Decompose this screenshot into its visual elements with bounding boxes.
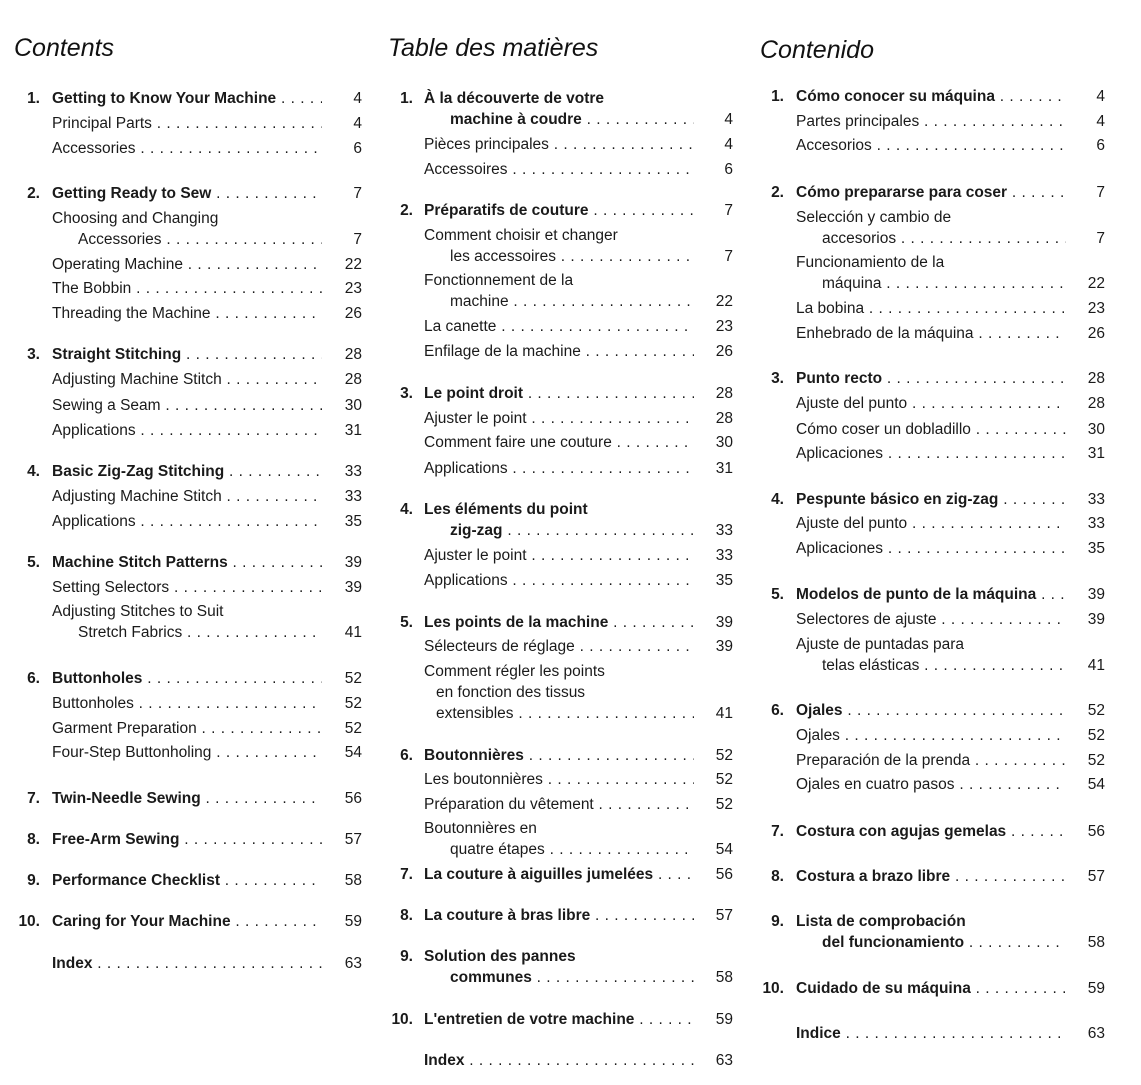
entry-title-line: Costura con agujas gemelas . . . bbox=[796, 821, 1066, 842]
page-number: 33 bbox=[344, 488, 362, 505]
dot-leader bbox=[183, 256, 322, 273]
entry-title-line: machine . . . bbox=[450, 291, 694, 312]
entry-title-line: Les boutonnières . . . bbox=[424, 769, 694, 790]
dot-leader bbox=[881, 275, 1066, 292]
dot-leader bbox=[162, 231, 322, 248]
page-number: 35 bbox=[1087, 540, 1105, 557]
entry-title-line: les accessoires . . . bbox=[450, 246, 694, 267]
entry-title-line: telas elásticas . . . bbox=[822, 655, 1066, 676]
dot-leader bbox=[508, 460, 694, 477]
page-number: 39 bbox=[344, 579, 362, 596]
page-number: 23 bbox=[715, 318, 733, 335]
entry-title-line: extensibles . . . bbox=[436, 703, 694, 724]
entry-title-line: Pespunte básico en zig-zag . . . bbox=[796, 489, 1066, 510]
section-number: 9. bbox=[400, 948, 413, 965]
dot-leader bbox=[92, 955, 322, 972]
entry-title-line: Accesorios . . . bbox=[796, 135, 1066, 156]
section-number: 8. bbox=[771, 868, 784, 885]
entry-title-line: La couture à aiguilles jumelées . . . bbox=[424, 864, 694, 885]
entry-title-line: Ojales . . . bbox=[796, 725, 1066, 746]
dot-leader bbox=[841, 1025, 1066, 1042]
page-number: 26 bbox=[715, 343, 733, 360]
page-number: 39 bbox=[344, 554, 362, 571]
page-number: 57 bbox=[715, 907, 733, 924]
entry-title-line: Enhebrado de la máquina . . . bbox=[796, 323, 1066, 344]
entry-title-line: Enfilage de la machine . . . bbox=[424, 341, 694, 362]
entry-title-line: Les points de la machine . . . bbox=[424, 612, 694, 633]
entry-title-line: Adjusting Stitches to Suit bbox=[52, 603, 224, 620]
entry-title-line: Ojales en cuatro pasos . . . bbox=[796, 774, 1066, 795]
entry-title-line: Sélecteurs de réglage . . . bbox=[424, 636, 694, 657]
dot-leader bbox=[919, 113, 1066, 130]
page-number: 7 bbox=[353, 231, 362, 248]
entry-title-line: Comment faire une couture . . . bbox=[424, 432, 694, 453]
page-number: 57 bbox=[1087, 868, 1105, 885]
entry-title-line: Buttonholes . . . bbox=[52, 668, 322, 689]
page-number: 58 bbox=[344, 872, 362, 889]
entry-title-line: Garment Preparation . . . bbox=[52, 718, 322, 739]
page-number: 33 bbox=[1087, 515, 1105, 532]
page-number: 22 bbox=[715, 293, 733, 310]
entry-title-line: Ojales . . . bbox=[796, 700, 1066, 721]
dot-leader bbox=[134, 695, 322, 712]
entry-title-line: Ajuster le point . . . bbox=[424, 408, 694, 429]
page-number: 4 bbox=[1096, 113, 1105, 130]
entry-title-line: Free-Arm Sewing . . . bbox=[52, 829, 322, 850]
dot-leader bbox=[864, 300, 1066, 317]
page-number: 54 bbox=[715, 841, 733, 858]
page-number: 56 bbox=[344, 790, 362, 807]
dot-leader bbox=[211, 305, 322, 322]
entry-title-line: Modelos de punto de la máquina . . . bbox=[796, 584, 1066, 605]
entry-title-line: Applications . . . bbox=[424, 458, 694, 479]
dot-leader bbox=[995, 88, 1066, 105]
entry-title-line: Ajuster le point . . . bbox=[424, 545, 694, 566]
entry-title-line: Adjusting Machine Stitch . . . bbox=[52, 369, 322, 390]
dot-leader bbox=[590, 907, 694, 924]
entry-title-line: Applications . . . bbox=[424, 570, 694, 591]
dot-leader bbox=[142, 670, 322, 687]
entry-title-line: Cómo coser un dobladillo . . . bbox=[796, 419, 1066, 440]
dot-leader bbox=[582, 111, 694, 128]
page-number: 56 bbox=[1087, 823, 1105, 840]
dot-leader bbox=[228, 554, 322, 571]
page-number: 52 bbox=[344, 670, 362, 687]
dot-leader bbox=[883, 445, 1066, 462]
page-number: 33 bbox=[715, 547, 733, 564]
entry-title-line: L'entretien de votre machine . . . bbox=[424, 1009, 694, 1030]
entry-title-line: Aplicaciones . . . bbox=[796, 538, 1066, 559]
entry-title-line: Index . . . bbox=[424, 1050, 694, 1071]
section-number: 2. bbox=[27, 185, 40, 202]
page-number: 52 bbox=[344, 720, 362, 737]
page-number: 35 bbox=[715, 572, 733, 589]
entry-title-line: Accessories . . . bbox=[78, 229, 322, 250]
entry-title-line: Le point droit . . . bbox=[424, 383, 694, 404]
page-number: 22 bbox=[344, 256, 362, 273]
dot-leader bbox=[524, 747, 694, 764]
page-number: 28 bbox=[715, 385, 733, 402]
entry-title-line: Ajuste del punto . . . bbox=[796, 513, 1066, 534]
page-number: 4 bbox=[724, 111, 733, 128]
dot-leader bbox=[527, 410, 694, 427]
dot-leader bbox=[612, 434, 694, 451]
entry-title-line: Accessoires . . . bbox=[424, 159, 694, 180]
dot-leader bbox=[152, 115, 322, 132]
entry-title-line: Partes principales . . . bbox=[796, 111, 1066, 132]
dot-leader bbox=[276, 90, 322, 107]
page-number: 7 bbox=[1096, 184, 1105, 201]
entry-title-line: Ajuste del punto . . . bbox=[796, 393, 1066, 414]
page-number: 52 bbox=[1087, 702, 1105, 719]
dot-leader bbox=[970, 752, 1066, 769]
entry-title-line: Solution des pannes bbox=[424, 948, 576, 965]
entry-title-line: La canette . . . bbox=[424, 316, 694, 337]
dot-leader bbox=[1007, 184, 1066, 201]
entry-title-line: Aplicaciones . . . bbox=[796, 443, 1066, 464]
page-number: 4 bbox=[353, 90, 362, 107]
dot-leader bbox=[882, 370, 1066, 387]
page-number: 4 bbox=[724, 136, 733, 153]
dot-leader bbox=[464, 1052, 694, 1069]
dot-leader bbox=[503, 522, 694, 539]
page-number: 39 bbox=[1087, 611, 1105, 628]
dot-leader bbox=[998, 491, 1066, 508]
page-number: 33 bbox=[344, 463, 362, 480]
dot-leader bbox=[131, 280, 322, 297]
section-number: 8. bbox=[400, 907, 413, 924]
dot-leader bbox=[509, 293, 694, 310]
dot-leader bbox=[896, 230, 1066, 247]
dot-leader bbox=[840, 727, 1066, 744]
entry-title-line: accesorios . . . bbox=[822, 228, 1066, 249]
page-number: 6 bbox=[724, 161, 733, 178]
page-number: 23 bbox=[1087, 300, 1105, 317]
entry-title-line: Sewing a Seam . . . bbox=[52, 395, 322, 416]
dot-leader bbox=[224, 463, 322, 480]
dot-leader bbox=[211, 744, 322, 761]
entry-title-line: Threading the Machine . . . bbox=[52, 303, 322, 324]
dot-leader bbox=[872, 137, 1066, 154]
entry-title-line: Funcionamiento de la bbox=[796, 254, 945, 271]
entry-title-line: Préparatifs de couture . . . bbox=[424, 200, 694, 221]
dot-leader bbox=[211, 185, 322, 202]
dot-leader bbox=[231, 913, 322, 930]
section-number: 10. bbox=[391, 1011, 413, 1028]
page-number: 52 bbox=[1087, 752, 1105, 769]
page-number: 7 bbox=[353, 185, 362, 202]
section-number: 7. bbox=[400, 866, 413, 883]
dot-leader bbox=[964, 934, 1066, 951]
dot-leader bbox=[201, 790, 322, 807]
page-number: 28 bbox=[344, 346, 362, 363]
page-number: 57 bbox=[344, 831, 362, 848]
entry-title-line: Principal Parts . . . bbox=[52, 113, 322, 134]
section-number: 7. bbox=[27, 790, 40, 807]
page-number: 33 bbox=[1087, 491, 1105, 508]
page-number: 39 bbox=[715, 614, 733, 631]
section-number: 8. bbox=[27, 831, 40, 848]
entry-title-line: Getting to Know Your Machine . . . bbox=[52, 88, 322, 109]
entry-title-line: Cuidado de su máquina . . . bbox=[796, 978, 1066, 999]
section-number: 5. bbox=[771, 586, 784, 603]
dot-leader bbox=[653, 866, 694, 883]
page-number: 4 bbox=[1096, 88, 1105, 105]
entry-title-line: Boutonnières en bbox=[424, 820, 537, 837]
page-number: 35 bbox=[344, 513, 362, 530]
dot-leader bbox=[971, 421, 1066, 438]
dot-leader bbox=[955, 776, 1066, 793]
page-number: 54 bbox=[1087, 776, 1105, 793]
column-title: Contents bbox=[14, 34, 115, 62]
page-number: 7 bbox=[724, 202, 733, 219]
entry-title-line: Pièces principales . . . bbox=[424, 134, 694, 155]
page-number: 28 bbox=[1087, 370, 1105, 387]
section-number: 1. bbox=[400, 90, 413, 107]
dot-leader bbox=[136, 422, 322, 439]
dot-leader bbox=[950, 868, 1066, 885]
page-number: 6 bbox=[1096, 137, 1105, 154]
dot-leader bbox=[136, 513, 322, 530]
entry-title-line: Selectores de ajuste . . . bbox=[796, 609, 1066, 630]
entry-title-line: Twin-Needle Sewing . . . bbox=[52, 788, 322, 809]
entry-title-line: Comment régler les points bbox=[424, 663, 605, 680]
column-title: Contenido bbox=[760, 36, 874, 64]
entry-title-line: Punto recto . . . bbox=[796, 368, 1066, 389]
entry-title-line: machine à coudre . . . bbox=[450, 109, 694, 130]
entry-title-line: en fonction des tissus bbox=[436, 684, 586, 701]
dot-leader bbox=[508, 161, 694, 178]
dot-leader bbox=[936, 611, 1066, 628]
section-number: 4. bbox=[771, 491, 784, 508]
entry-title-line: Getting Ready to Sew . . . bbox=[52, 183, 322, 204]
dot-leader bbox=[556, 248, 694, 265]
section-number: 3. bbox=[771, 370, 784, 387]
dot-leader bbox=[575, 638, 694, 655]
page-number: 58 bbox=[1087, 934, 1105, 951]
page-number: 63 bbox=[1087, 1025, 1105, 1042]
dot-leader bbox=[543, 771, 694, 788]
dot-leader bbox=[222, 488, 322, 505]
entry-title-line: Performance Checklist . . . bbox=[52, 870, 322, 891]
entry-title-line: Adjusting Machine Stitch . . . bbox=[52, 486, 322, 507]
entry-title-line: Fonctionnement de la bbox=[424, 272, 574, 289]
page-number: 31 bbox=[715, 460, 733, 477]
dot-leader bbox=[883, 540, 1066, 557]
page-number: 39 bbox=[715, 638, 733, 655]
section-number: 4. bbox=[400, 501, 413, 518]
dot-leader bbox=[1006, 823, 1066, 840]
page-number: 7 bbox=[1096, 230, 1105, 247]
dot-leader bbox=[907, 395, 1066, 412]
page-number: 56 bbox=[715, 866, 733, 883]
page-number: 41 bbox=[1087, 657, 1105, 674]
section-number: 10. bbox=[762, 980, 784, 997]
entry-title-line: Caring for Your Machine . . . bbox=[52, 911, 322, 932]
entry-title-line: Préparation du vêtement . . . bbox=[424, 794, 694, 815]
section-number: 1. bbox=[27, 90, 40, 107]
column-title: Table des matières bbox=[388, 34, 599, 62]
entry-title-line: Four-Step Buttonholing . . . bbox=[52, 742, 322, 763]
page-number: 30 bbox=[715, 434, 733, 451]
page-number: 39 bbox=[1087, 586, 1105, 603]
entry-title-line: Lista de comprobación bbox=[796, 913, 966, 930]
page-number: 63 bbox=[715, 1052, 733, 1069]
entry-title-line: Operating Machine . . . bbox=[52, 254, 322, 275]
entry-title-line: Boutonnières . . . bbox=[424, 745, 694, 766]
page-number: 28 bbox=[715, 410, 733, 427]
entry-title-line: del funcionamiento . . . bbox=[822, 932, 1066, 953]
entry-title-line: máquina . . . bbox=[822, 273, 1066, 294]
dot-leader bbox=[182, 624, 322, 641]
dot-leader bbox=[508, 572, 694, 589]
section-number: 1. bbox=[771, 88, 784, 105]
dot-leader bbox=[181, 346, 322, 363]
dot-leader bbox=[549, 136, 694, 153]
entry-title-line: Setting Selectors . . . bbox=[52, 577, 322, 598]
entry-title-line: Accessories . . . bbox=[52, 138, 322, 159]
entry-title-line: Costura a brazo libre . . . bbox=[796, 866, 1066, 887]
entry-title-line: Machine Stitch Patterns . . . bbox=[52, 552, 322, 573]
page-number: 54 bbox=[344, 744, 362, 761]
section-number: 5. bbox=[27, 554, 40, 571]
dot-leader bbox=[220, 872, 322, 889]
page-number: 52 bbox=[715, 771, 733, 788]
dot-leader bbox=[514, 705, 694, 722]
entry-title-line: Cómo prepararse para coser . . . bbox=[796, 182, 1066, 203]
page-number: 52 bbox=[715, 747, 733, 764]
dot-leader bbox=[581, 343, 694, 360]
page-number: 58 bbox=[715, 969, 733, 986]
entry-title-line: Straight Stitching . . . bbox=[52, 344, 322, 365]
dot-leader bbox=[907, 515, 1066, 532]
page-number: 41 bbox=[344, 624, 362, 641]
page-number: 31 bbox=[344, 422, 362, 439]
entry-title-line: La bobina . . . bbox=[796, 298, 1066, 319]
section-number: 10. bbox=[18, 913, 40, 930]
entry-title-line: Comment choisir et changer bbox=[424, 227, 618, 244]
page-number: 7 bbox=[724, 248, 733, 265]
dot-leader bbox=[136, 140, 322, 157]
dot-leader bbox=[843, 702, 1066, 719]
page-number: 41 bbox=[715, 705, 733, 722]
dot-leader bbox=[971, 980, 1066, 997]
page-number: 31 bbox=[1087, 445, 1105, 462]
section-number: 9. bbox=[771, 913, 784, 930]
page-number: 23 bbox=[344, 280, 362, 297]
dot-leader bbox=[1036, 586, 1066, 603]
entry-title-line: quatre étapes . . . bbox=[450, 839, 694, 860]
dot-leader bbox=[594, 796, 694, 813]
entry-title-line: communes . . . bbox=[450, 967, 694, 988]
page-number: 4 bbox=[353, 115, 362, 132]
section-number: 4. bbox=[27, 463, 40, 480]
dot-leader bbox=[634, 1011, 694, 1028]
entry-title-line: Applications . . . bbox=[52, 420, 322, 441]
dot-leader bbox=[589, 202, 694, 219]
dot-leader bbox=[197, 720, 322, 737]
page-number: 28 bbox=[344, 371, 362, 388]
entry-title-line: Buttonholes . . . bbox=[52, 693, 322, 714]
dot-leader bbox=[545, 841, 694, 858]
entry-title-line: The Bobbin . . . bbox=[52, 278, 322, 299]
entry-title-line: Selección y cambio de bbox=[796, 209, 952, 226]
section-number: 2. bbox=[771, 184, 784, 201]
page-number: 6 bbox=[353, 140, 362, 157]
entry-title-line: zig-zag . . . bbox=[450, 520, 694, 541]
dot-leader bbox=[919, 657, 1066, 674]
entry-title-line: La couture à bras libre . . . bbox=[424, 905, 694, 926]
entry-title-line: Index . . . bbox=[52, 953, 322, 974]
page-number: 52 bbox=[344, 695, 362, 712]
dot-leader bbox=[179, 831, 322, 848]
dot-leader bbox=[161, 397, 322, 414]
section-number: 3. bbox=[400, 385, 413, 402]
entry-title-line: Les éléments du point bbox=[424, 501, 588, 518]
page-number: 59 bbox=[1087, 980, 1105, 997]
entry-title-line: Indice . . . bbox=[796, 1023, 1066, 1044]
page-number: 33 bbox=[715, 522, 733, 539]
section-number: 3. bbox=[27, 346, 40, 363]
dot-leader bbox=[496, 318, 694, 335]
page-number: 28 bbox=[1087, 395, 1105, 412]
dot-leader bbox=[974, 325, 1066, 342]
page-number: 30 bbox=[1087, 421, 1105, 438]
section-number: 9. bbox=[27, 872, 40, 889]
section-number: 5. bbox=[400, 614, 413, 631]
page-number: 52 bbox=[715, 796, 733, 813]
page-number: 26 bbox=[344, 305, 362, 322]
entry-title-line: Stretch Fabrics . . . bbox=[78, 622, 322, 643]
entry-title-line: Choosing and Changing bbox=[52, 210, 219, 227]
entry-title-line: Applications . . . bbox=[52, 511, 322, 532]
dot-leader bbox=[527, 547, 694, 564]
dot-leader bbox=[532, 969, 694, 986]
section-number: 6. bbox=[771, 702, 784, 719]
page-number: 52 bbox=[1087, 727, 1105, 744]
dot-leader bbox=[169, 579, 322, 596]
section-number: 7. bbox=[771, 823, 784, 840]
page-number: 30 bbox=[344, 397, 362, 414]
dot-leader bbox=[608, 614, 694, 631]
section-number: 2. bbox=[400, 202, 413, 219]
dot-leader bbox=[523, 385, 694, 402]
entry-title-line: Cómo conocer su máquina . . . bbox=[796, 86, 1066, 107]
page-number: 63 bbox=[344, 955, 362, 972]
page-number: 26 bbox=[1087, 325, 1105, 342]
page-number: 22 bbox=[1087, 275, 1105, 292]
section-number: 6. bbox=[27, 670, 40, 687]
entry-title-line: À la découverte de votre bbox=[424, 90, 605, 107]
dot-leader bbox=[222, 371, 322, 388]
entry-title-line: Preparación de la prenda . . . bbox=[796, 750, 1066, 771]
entry-title-line: Basic Zig-Zag Stitching . . . bbox=[52, 461, 322, 482]
entry-title-line: Ajuste de puntadas para bbox=[796, 636, 965, 653]
section-number: 6. bbox=[400, 747, 413, 764]
page-number: 59 bbox=[344, 913, 362, 930]
page-number: 59 bbox=[715, 1011, 733, 1028]
